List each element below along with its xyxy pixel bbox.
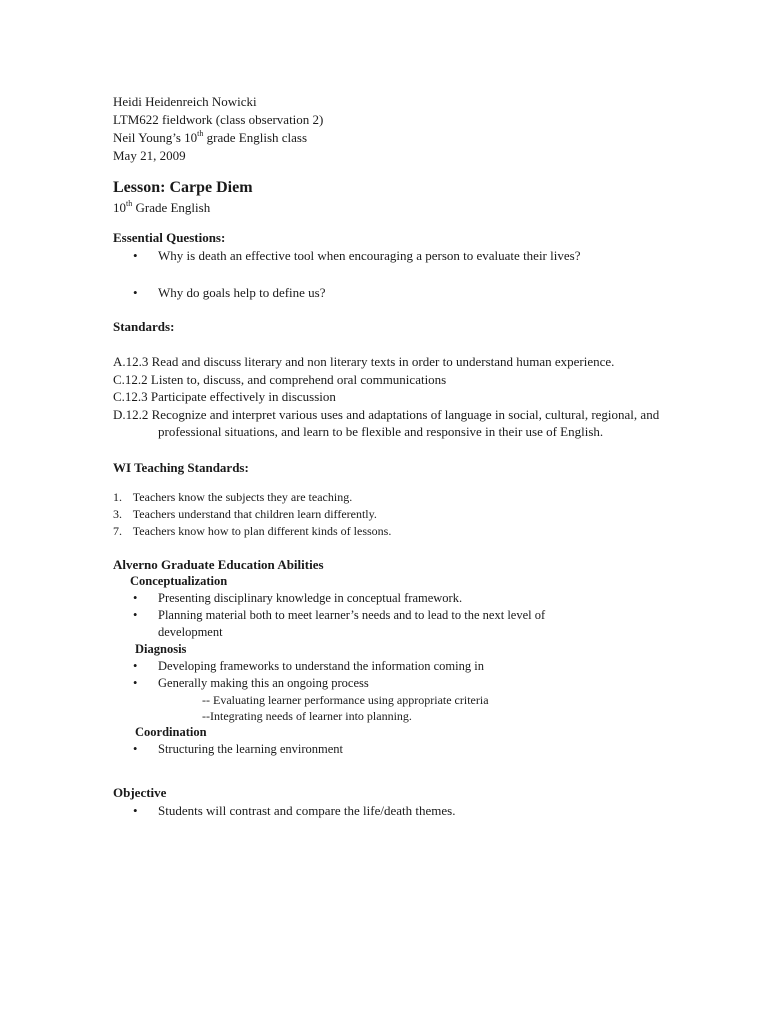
list-item-text: Developing frameworks to understand the information coming in	[158, 658, 484, 673]
list-item-text: Generally making this an ongoing process	[158, 675, 369, 690]
list-item-text: Teachers know the subjects they are teaching.	[132, 489, 353, 504]
grade-suffix: Grade English	[132, 200, 211, 215]
list-item-text: Presenting disciplinary knowledge in conceptual framework.	[158, 590, 463, 605]
objective-heading: Objective	[113, 784, 167, 800]
bullet-icon: •	[133, 675, 138, 690]
diagnosis-list	[113, 658, 713, 692]
bullet-icon: •	[133, 802, 138, 818]
bullet-icon: •	[133, 741, 138, 756]
conceptualization-list	[113, 590, 713, 641]
list-item-text: Teachers know how to plan different kinds of lessons.	[132, 523, 392, 538]
diagnosis-subitem: -- Evaluating learner performance using appropriate criteria	[202, 692, 489, 707]
list-item	[113, 590, 598, 607]
item-number: 1.	[113, 489, 122, 504]
list-item	[113, 607, 598, 641]
coordination-heading: Coordination	[135, 724, 207, 739]
bullet-icon: •	[133, 658, 138, 673]
bullet-icon: •	[133, 607, 138, 622]
wi-standards-heading: WI Teaching Standards:	[113, 459, 249, 475]
class-line-prefix: Neil Young’s 10	[113, 130, 198, 145]
list-item	[113, 741, 598, 758]
standard-item: C.12.3 Participate effectively in discussion	[113, 389, 336, 404]
coordination-list	[113, 741, 713, 758]
list-item	[113, 658, 598, 675]
list-item	[113, 247, 713, 265]
standard-item: C.12.2 Listen to, discuss, and comprehend oral communications	[113, 371, 447, 387]
list-item-text: Teachers understand that children learn differently.	[132, 506, 377, 521]
bullet-icon: •	[133, 248, 138, 263]
standard-item: A.12.3 Read and discuss literary and non literary texts in order to understand human experience.	[113, 354, 615, 369]
list-item	[113, 284, 713, 302]
class-line	[113, 129, 713, 147]
list-item-text: Planning material both to meet learner’s needs and to lead to the next level of development	[158, 607, 546, 639]
list-item	[113, 802, 713, 820]
grade-line	[113, 199, 713, 217]
list-item-text: Why do goals help to define us?	[158, 285, 326, 300]
diagnosis-subitem: --Integrating needs of learner into planning.	[202, 708, 412, 723]
objective-list	[113, 802, 713, 820]
list-item	[113, 489, 713, 506]
standards-heading: Standards:	[113, 319, 175, 334]
wi-standards-list	[113, 489, 713, 540]
class-line-suffix: grade English class	[203, 130, 308, 145]
class-line-sup: th	[197, 128, 204, 138]
grade-sup: th	[126, 198, 133, 208]
diagnosis-heading: Diagnosis	[135, 641, 187, 656]
list-item-text: Why is death an effective tool when encouraging a person to evaluate their lives?	[158, 248, 581, 263]
bullet-icon: •	[133, 590, 138, 605]
document-page	[113, 93, 713, 819]
bullet-icon: •	[133, 285, 138, 300]
list-item	[113, 675, 598, 692]
list-item-text: Students will contrast and compare the life/death themes.	[158, 802, 456, 818]
item-number: 3.	[113, 506, 122, 521]
list-item-text: Structuring the learning environment	[158, 741, 344, 756]
standard-item: D.12.2 Recognize and interpret various uses and adaptations of language in social, cultural, regional, and professional situations, and learn to be flexible and responsive in their use of English.	[113, 406, 660, 439]
date-line: May 21, 2009	[113, 148, 186, 163]
alverno-heading: Alverno Graduate Education Abilities	[113, 556, 324, 572]
list-item	[113, 523, 713, 540]
grade-prefix: 10	[113, 200, 126, 215]
essential-questions-list	[113, 247, 713, 302]
conceptualization-heading: Conceptualization	[130, 573, 228, 588]
lesson-title: Lesson: Carpe Diem	[113, 179, 253, 196]
course-line: LTM622 fieldwork (class observation 2)	[113, 112, 324, 127]
item-number: 7.	[113, 523, 122, 538]
author-name: Heidi Heidenreich Nowicki	[113, 94, 257, 109]
document-header	[113, 93, 713, 165]
list-item	[113, 506, 713, 523]
standards-list	[113, 353, 713, 441]
essential-questions-heading: Essential Questions:	[113, 230, 226, 245]
